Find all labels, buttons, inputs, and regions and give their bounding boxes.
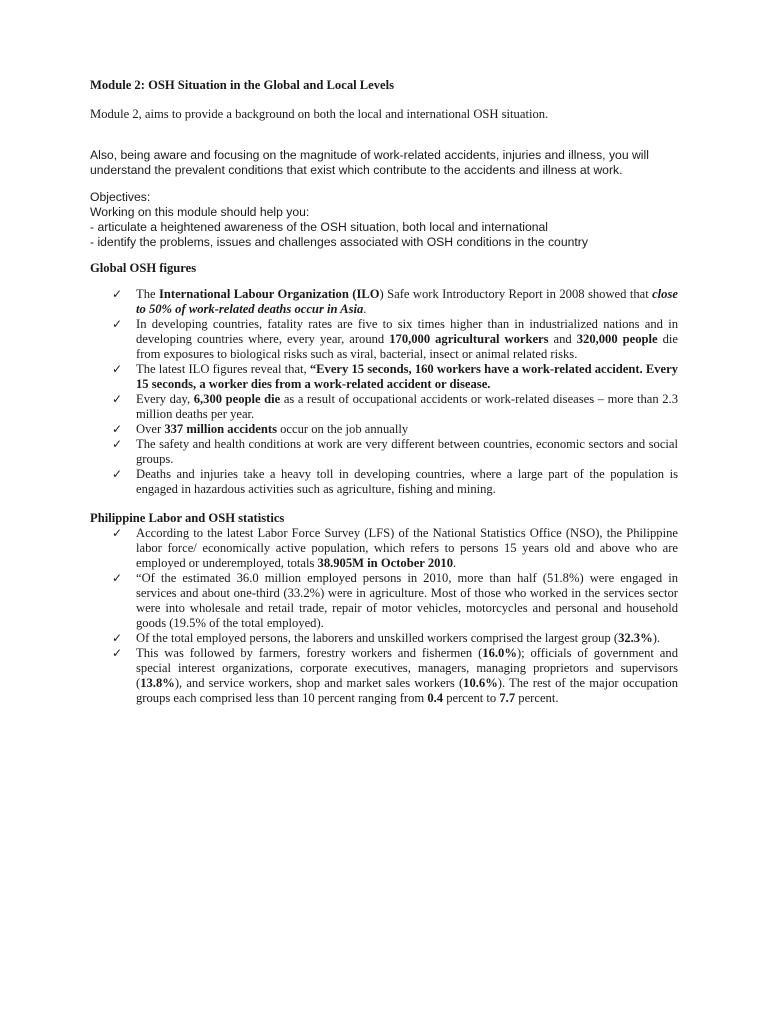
list-item: ✓ “Of the estimated 36.0 million employed persons in 2010, more than half (51.8%) were engaged in services and about one-third (33.2%) were in agriculture. Most of those who worked in the services sector were into wholesale and retail trade, repair of motor vehicles, motorcycles and personal and household goods (19.5% of the total employed). [112, 571, 678, 630]
checkmark-icon: ✓ [112, 646, 123, 660]
objectives-lead: Working on this module should help you: [90, 205, 310, 219]
objectives-heading: Objectives: [90, 190, 151, 204]
list-item: ✓ This was followed by farmers, forestry workers and fishermen (16.0%); officials of government and special interest organizations, corporate executives, managers, managing proprietors and supervisors (13.8%), and service workers, shop and market sales workers (10.6%). The rest of the major occupation groups each comprised less than 10 percent ranging from 0.4 percent to 7.7 percent. [112, 646, 678, 705]
intro-paragraph: Module 2, aims to provide a background on both the local and international OSH situation. [90, 107, 549, 121]
list-item: ✓ According to the latest Labor Force Survey (LFS) of the National Statistics Office (NSO), the Philippine labor force/ economically active population, which refers to persons 15 years old and above who are employed or underemployed, totals 38.905M in October 2010. [112, 526, 678, 570]
checkmark-icon: ✓ [112, 467, 123, 481]
checkmark-icon: ✓ [112, 437, 123, 451]
checkmark-icon: ✓ [112, 631, 123, 645]
objectives-block [90, 190, 678, 250]
philippine-heading: Philippine Labor and OSH statistics [90, 511, 285, 525]
objective-item: - articulate a heightened awareness of the OSH situation, both local and international [90, 220, 548, 234]
list-item: ✓ The International Labour Organization (ILO) Safe work Introductory Report in 2008 showed that close to 50% of work-related deaths occur in Asia. [112, 287, 678, 316]
list-item: ✓ Over 337 million accidents occur on the job annually [112, 422, 409, 436]
list-item: ✓ Every day, 6,300 people die as a result of occupational accidents or work-related diseases – more than 2.3 million deaths per year. [112, 392, 678, 421]
checkmark-icon: ✓ [112, 571, 123, 585]
list-item: ✓ In developing countries, fatality rates are five to six times higher than in industrialized nations and in developing countries where, every year, around 170,000 agricultural workers and 320,000 people die from exposures to biological risks such as viral, bacterial, insect or animal related risks. [112, 317, 678, 361]
list-item: ✓ The latest ILO figures reveal that, “Every 15 seconds, 160 workers have a work-related accident. Every 15 seconds, a worker dies from a work-related accident or disease. [112, 362, 678, 391]
list-item: ✓ Of the total employed persons, the laborers and unskilled workers comprised the largest group (32.3%). [112, 631, 661, 645]
checkmark-icon: ✓ [112, 317, 123, 331]
global-list [90, 287, 678, 497]
list-item: ✓ Deaths and injuries take a heavy toll in developing countries, where a large part of the population is engaged in hazardous activities such as agriculture, fishing and mining. [112, 467, 678, 496]
global-heading: Global OSH figures [90, 261, 197, 275]
checkmark-icon: ✓ [112, 526, 123, 540]
module-title: Module 2: OSH Situation in the Global and Local Levels [90, 78, 395, 92]
objective-item: - identify the problems, issues and challenges associated with OSH conditions in the country [90, 235, 588, 249]
checkmark-icon: ✓ [112, 392, 123, 406]
list-item: ✓ The safety and health conditions at work are very different between countries, economic sectors and social groups. [112, 437, 678, 466]
checkmark-icon: ✓ [112, 422, 123, 436]
document-page [90, 78, 678, 706]
checkmark-icon: ✓ [112, 287, 123, 301]
checkmark-icon: ✓ [112, 362, 123, 376]
philippine-list [90, 526, 678, 706]
awareness-paragraph: Also, being aware and focusing on the magnitude of work-related accidents, injuries and illness, you will understand the prevalent conditions that exist which contribute to the accidents and illness at work. [90, 148, 649, 177]
